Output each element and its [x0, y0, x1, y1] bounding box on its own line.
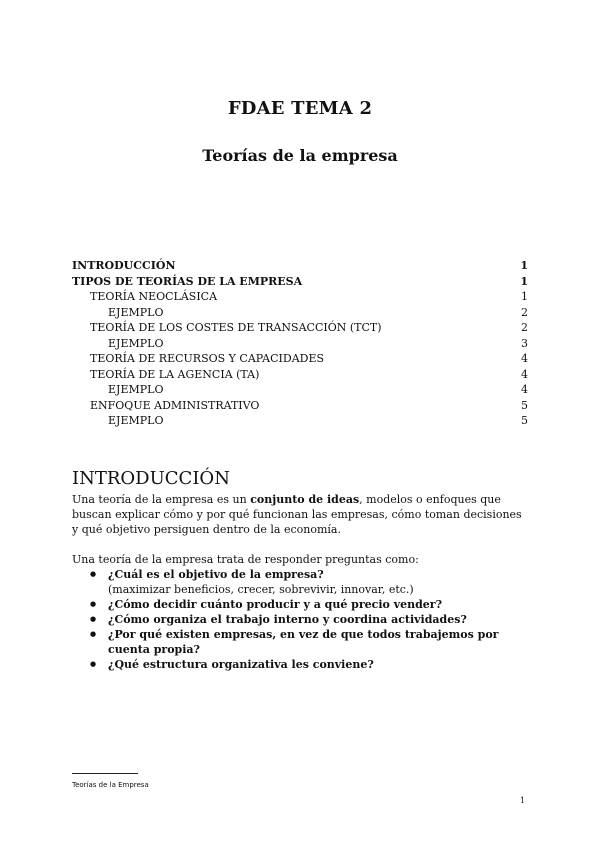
intro-paragraph — [72, 492, 528, 537]
toc-entry-label: EJEMPLO — [108, 305, 164, 319]
toc-entry[interactable] — [72, 351, 528, 367]
toc-entry[interactable] — [72, 320, 528, 336]
intro-text-end: , modelos o enfoques que buscan explicar cómo y por qué funcionan las empresas, cómo toman decisiones y qué objetivo persiguen dentro de la economía. — [72, 493, 522, 536]
question-text: ¿Por qué existen empresas, en vez de que todos trabajemos por cuenta propia? — [108, 628, 499, 656]
bullet-icon: ● — [90, 600, 97, 608]
list-item — [72, 567, 528, 597]
questions-intro: Una teoría de la empresa trata de responder preguntas como: — [72, 553, 419, 566]
intro-text-start: Una teoría de la empresa es un — [72, 493, 251, 506]
toc-entry[interactable] — [72, 413, 528, 429]
toc-entry-page: 5 — [521, 414, 528, 427]
toc-entry[interactable] — [72, 258, 528, 274]
toc-entry-page: 3 — [521, 336, 528, 350]
toc-entry-page: 1 — [520, 259, 528, 272]
toc-entry-page: 2 — [521, 305, 528, 319]
toc-entry[interactable] — [72, 274, 528, 290]
footnote: Teorías de la Empresa — [72, 781, 149, 789]
question-text: ¿Cuál es el objetivo de la empresa? — [108, 568, 324, 581]
footnote-divider — [72, 773, 138, 774]
toc-entry-page: 1 — [521, 290, 528, 303]
toc-entry[interactable] — [72, 305, 528, 321]
toc-entry-label: TIPOS DE TEORÍAS DE LA EMPRESA — [72, 274, 303, 288]
intro-text-bold: conjunto de ideas — [250, 493, 360, 506]
bullet-icon: ● — [90, 630, 97, 638]
list-item — [72, 597, 528, 612]
toc-entry-page: 5 — [521, 398, 528, 412]
toc-entry-page: 2 — [521, 321, 528, 334]
toc-entry[interactable] — [72, 289, 528, 305]
question-text: ¿Cómo organiza el trabajo interno y coordina actividades? — [108, 613, 467, 626]
question-note: (maximizar beneficios, crecer, sobrevivir, innovar, etc.) — [108, 583, 414, 596]
toc-entry-page: 1 — [520, 274, 528, 288]
bullet-icon: ● — [90, 570, 97, 578]
toc-entry-page: 4 — [521, 383, 528, 396]
toc-entry[interactable] — [72, 382, 528, 398]
section-heading-introduccion: INTRODUCCIÓN — [72, 468, 230, 489]
document-title: FDAE TEMA 2 — [227, 98, 373, 119]
toc-entry[interactable] — [72, 367, 528, 383]
toc-entry-label: TEORÍA DE RECURSOS Y CAPACIDADES — [90, 352, 325, 365]
toc-entry-page: 4 — [521, 367, 528, 381]
question-text: ¿Cómo decidir cuánto producir y a qué precio vender? — [108, 598, 443, 611]
questions-list — [72, 567, 528, 672]
toc-entry[interactable] — [72, 398, 528, 414]
toc-entry-label: INTRODUCCIÓN — [72, 259, 176, 272]
bullet-icon: ● — [90, 615, 97, 623]
toc-entry-label: EJEMPLO — [108, 336, 164, 350]
toc-entry-label: TEORÍA DE LOS COSTES DE TRANSACCIÓN (TCT) — [90, 321, 382, 334]
question-text: ¿Qué estructura organizativa les conviene? — [108, 658, 374, 671]
toc-entry-page: 4 — [521, 352, 528, 365]
page-number: 1 — [520, 796, 526, 805]
toc-entry[interactable] — [72, 336, 528, 352]
document-subtitle: Teorías de la empresa — [202, 146, 398, 165]
list-item — [72, 612, 528, 627]
toc-entry-label: ENFOQUE ADMINISTRATIVO — [90, 398, 260, 412]
list-item — [72, 657, 528, 672]
toc-entry-label: TEORÍA NEOCLÁSICA — [90, 290, 218, 303]
toc-entry-label: TEORÍA DE LA AGENCIA (TA) — [90, 367, 260, 381]
list-item — [72, 627, 528, 657]
toc-entry-label: EJEMPLO — [108, 414, 164, 427]
toc-entry-label: EJEMPLO — [108, 383, 164, 396]
table-of-contents — [72, 258, 528, 429]
bullet-icon: ● — [90, 660, 97, 668]
